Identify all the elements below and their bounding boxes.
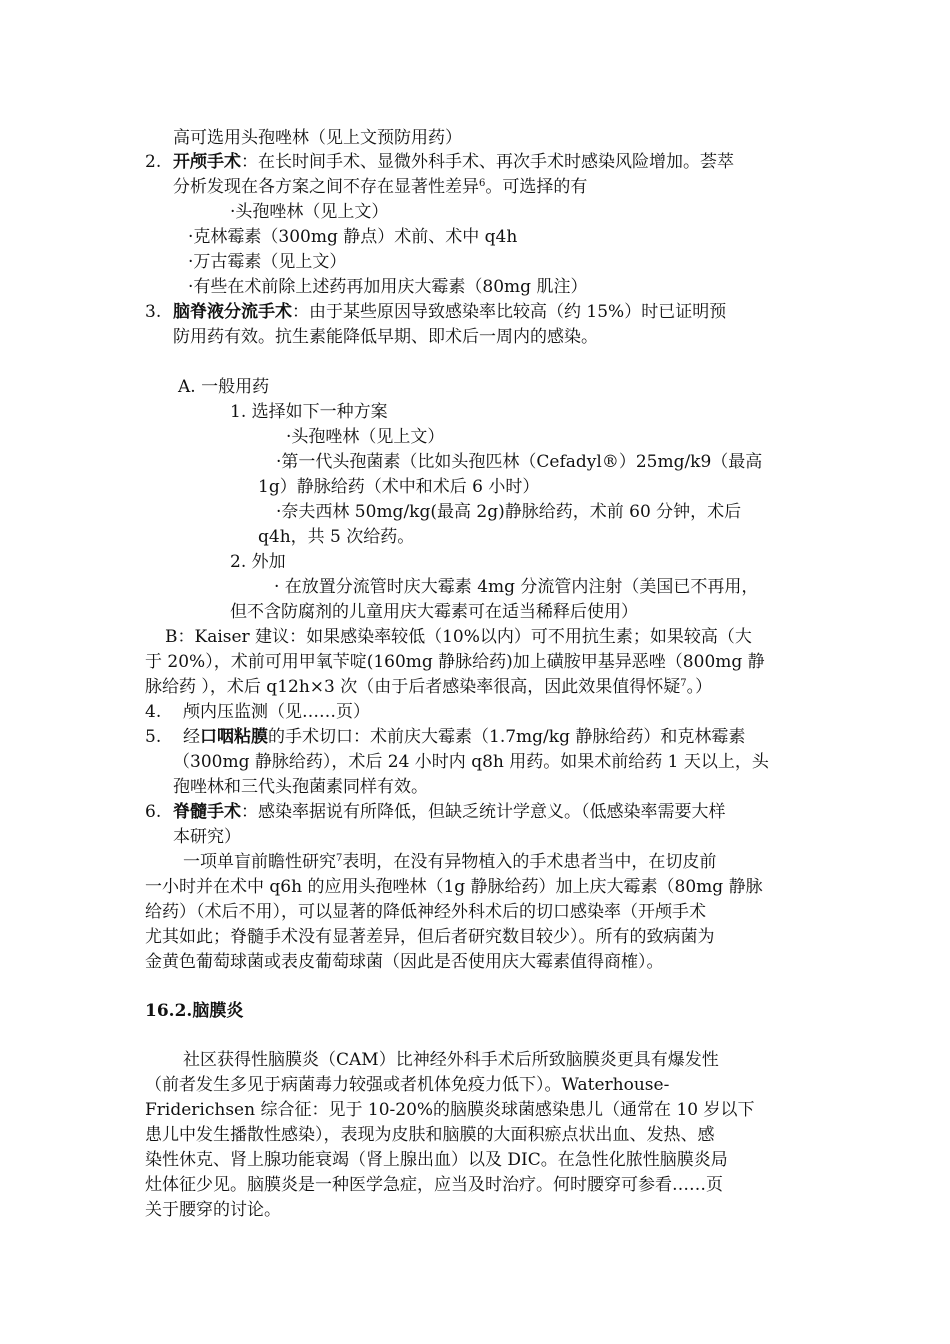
list-number: 2.: [145, 152, 162, 172]
text-span: 脉给药 ），术后 q12h×3 次（由于后者感染率很高，因此效果值得怀疑: [145, 677, 681, 697]
text-line: 染性休克、肾上腺功能衰竭（肾上腺出血）以及 DIC。在急性化脓性脑膜炎局: [145, 1150, 728, 1170]
text-line: [173, 151, 734, 173]
text-line: （300mg 静脉给药），术后 24 小时内 q8h 用药。如果术前给药 1 天以上，头: [173, 752, 769, 772]
text-line: 1g）静脉给药（术中和术后 6 小时）: [258, 477, 540, 497]
bullet-item: ·第一代头孢菌素（比如头孢匹林（Cefadyl®）25mg/k9（最高: [276, 452, 763, 472]
text-line: 本研究）: [173, 827, 241, 847]
bullet-item: ·头孢唑林（见上文）: [286, 427, 445, 447]
text-span: 表明，在没有异物植入的手术患者当中，在切皮前: [342, 852, 717, 872]
text-line: 孢唑林和三代头孢菌素同样有效。: [173, 777, 428, 797]
text-line: [183, 851, 716, 873]
section-term: 开颅手术: [173, 152, 241, 172]
text-line: 2. 外加: [230, 552, 286, 572]
text-line: B：Kaiser 建议：如果感染率较低（10%以内）可不用抗生素；如果较高（大: [165, 627, 752, 647]
text-line: 患儿中发生播散性感染），表现为皮肤和脑膜的大面积瘀点状出血、发热、感: [145, 1125, 715, 1145]
text-line: 颅内压监测（见……页）: [183, 702, 370, 722]
section-term: 口咽粘膜: [200, 727, 268, 747]
text-line: 一小时并在术中 q6h 的应用头孢唑林（1g 静脉给药）加上庆大霉素（80mg 静脉: [145, 877, 763, 897]
text-line: 金黄色葡萄球菌或表皮葡萄球菌（因此是否使用庆大霉素值得商榷）。: [145, 952, 664, 972]
section-term: 脑脊液分流手术: [173, 302, 292, 322]
text-span: 的手术切口：术前庆大霉素（1.7mg/kg 静脉给药）和克林霉素: [268, 727, 746, 747]
bullet-item: · 在放置分流管时庆大霉素 4mg 分流管内注射（美国已不再用，: [274, 577, 759, 597]
text-span: ：在长时间手术、显微外科手术、再次手术时感染风险增加。荟萃: [241, 152, 734, 172]
bullet-item: ·头孢唑林（见上文）: [230, 202, 389, 222]
bullet-item: ·克林霉素（300mg 静点）术前、术中 q4h: [188, 227, 518, 247]
text-span: 分析发现在各方案之间不存在显著性差异: [173, 177, 479, 197]
text-line: 防用药有效。抗生素能降低早期、即术后一周内的感染。: [173, 327, 598, 347]
citation-superscript: 6: [479, 178, 486, 189]
text-span: ：感染率据说有所降低，但缺乏统计学意义。（低感染率需要大样: [241, 802, 726, 822]
text-line: q4h，共 5 次给药。: [258, 527, 415, 547]
text-line: 高可选用头孢唑林（见上文预防用药）: [173, 128, 462, 148]
section-heading: 16.2.脑膜炎: [145, 1001, 244, 1021]
text-line: [173, 801, 726, 823]
text-span: 。）: [686, 677, 713, 697]
text-line: 给药）（术后不用），可以显著的降低神经外科术后的切口感染率（开颅手术: [145, 902, 706, 922]
bullet-item: ·奈夫西林 50mg/kg(最高 2g)静脉给药，术前 60 分钟，术后: [276, 502, 742, 522]
bullet-item: ·万古霉素（见上文）: [188, 252, 347, 272]
text-line: 1. 选择如下一种方案: [230, 402, 388, 422]
subsection-label: A. 一般用药: [178, 377, 270, 397]
list-number: 3.: [145, 302, 162, 322]
text-line: [145, 676, 712, 698]
text-line: [173, 301, 726, 323]
text-line: 于 20%），术前可用甲氧苄啶(160mg 静脉给药)加上磺胺甲基异恶唑（800mg 静: [145, 652, 765, 672]
text-span: 。可选择的有: [485, 177, 588, 197]
text-line: 社区获得性脑膜炎（CAM）比神经外科手术后所致脑膜炎更具有爆发性: [183, 1050, 719, 1070]
section-term: 脊髓手术: [173, 802, 241, 822]
text-line: 但不含防腐剂的儿童用庆大霉素可在适当稀释后使用）: [230, 602, 638, 622]
list-number: 5.: [145, 727, 162, 747]
text-line: Friderichsen 综合征：见于 10-20%的脑膜炎球菌感染患儿（通常在 10 岁以下: [145, 1100, 755, 1120]
text-span: ：由于某些原因导致感染率比较高（约 15%）时已证明预: [292, 302, 727, 322]
text-line: 关于腰穿的讨论。: [145, 1200, 281, 1220]
text-line: （前者发生多见于病菌毒力较强或者机体免疫力低下）。Waterhouse-: [145, 1075, 670, 1095]
text-line: [183, 726, 745, 748]
text-span: 经: [183, 727, 200, 747]
citation-superscript: 7: [336, 853, 343, 864]
bullet-item: ·有些在术前除上述药再加用庆大霉素（80mg 肌注）: [188, 277, 588, 297]
text-line: 尤其如此；脊髓手术没有显著差异，但后者研究数目较少）。所有的致病菌为: [145, 927, 715, 947]
text-line: 灶体征少见。脑膜炎是一种医学急症，应当及时治疗。何时腰穿可参看……页: [145, 1175, 723, 1195]
citation-superscript: 7: [680, 678, 687, 689]
text-span: 一项单盲前瞻性研究: [183, 852, 336, 872]
list-number: 4.: [145, 702, 162, 722]
text-line: [173, 176, 587, 198]
list-number: 6.: [145, 802, 162, 822]
